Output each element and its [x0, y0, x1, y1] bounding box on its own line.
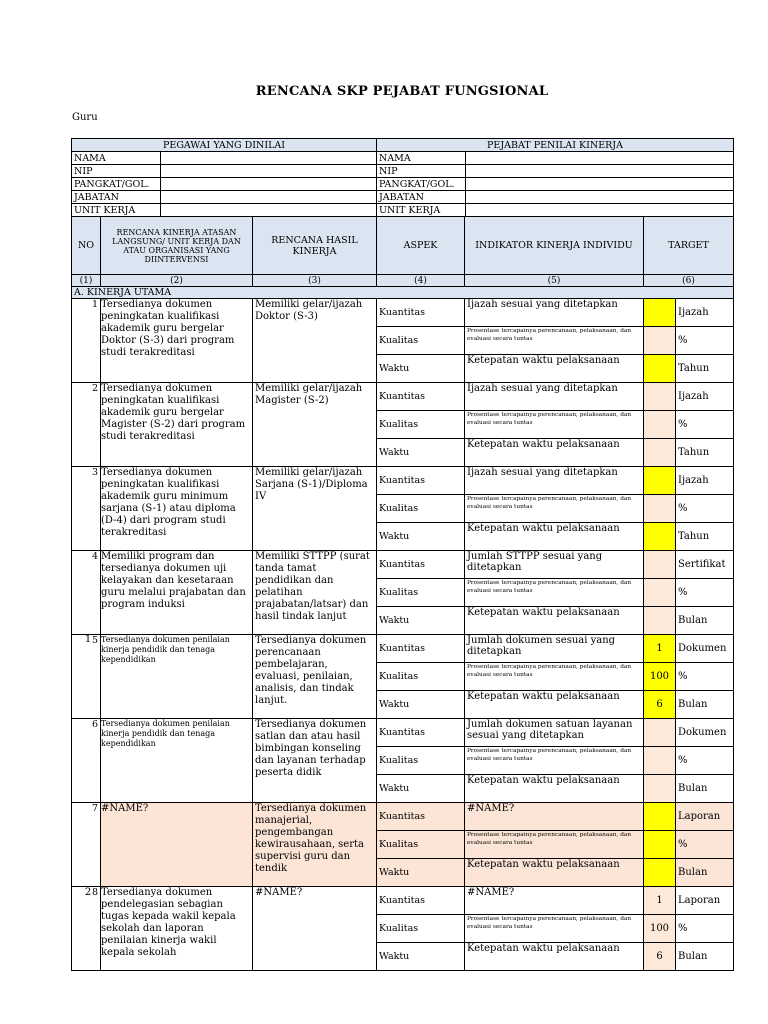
rencana-atasan-text: Tersedianya dokumen penilaian kinerja pendidik dan tenaga kependidikan [101, 635, 230, 664]
aspek-waktu: Waktu [377, 691, 465, 719]
indikator-cell: Prosentase tercapainya perencanaan, pelaksanaan, dan evaluasi secara tuntas [465, 747, 644, 775]
section-kinerja-utama: A. KINERJA UTAMA [72, 287, 734, 299]
indikator-cell: Ijazah sesuai yang ditetapkan [465, 299, 644, 327]
rencana-hasil-cell: Memiliki gelar/ijazah Sarjana (S-1)/Diploma IV [253, 467, 377, 551]
aspek-waktu: Waktu [377, 523, 465, 551]
target-unit: Dokumen [676, 719, 734, 747]
indikator-cell: Ketepatan waktu pelaksanaan [465, 691, 644, 719]
aspek-waktu: Waktu [377, 943, 465, 971]
rencana-atasan-text: #NAME? [101, 803, 149, 814]
indikator-cell: Prosentase tercapainya perencanaan, pelaksanaan, dan evaluasi secara tuntas [465, 831, 644, 859]
pejabat-penilai-header: PEJABAT PENILAI KINERJA [377, 139, 734, 152]
target-unit: Ijazah [676, 383, 734, 411]
target-value[interactable] [644, 523, 676, 551]
rencana-atasan-text: Tersedianya dokumen peningkatan kualifikasi akademik guru minimum sarjana (S-1) atau diploma (D-4) dari program studi terakreditasi [101, 467, 236, 538]
target-unit: Bulan [676, 691, 734, 719]
value-pangkat-penilai[interactable] [466, 178, 734, 191]
row-number: 4 [72, 551, 101, 635]
value-pangkat-pegawai[interactable] [161, 178, 377, 191]
indikator-cell: Ketepatan waktu pelaksanaan [465, 523, 644, 551]
target-value[interactable] [644, 383, 676, 411]
value-jabatan-pegawai[interactable] [161, 191, 377, 204]
table-row [72, 803, 734, 831]
aspek-kuantitas: Kuantitas [377, 887, 465, 915]
indikator-cell: Prosentase tercapainya perencanaan, pelaksanaan, dan evaluasi secara tuntas [465, 327, 644, 355]
target-unit: % [676, 915, 734, 943]
aspek-kualitas: Kualitas [377, 915, 465, 943]
target-unit: % [676, 327, 734, 355]
col-aspek: ASPEK [377, 217, 465, 275]
target-value[interactable] [644, 299, 676, 327]
target-value[interactable] [644, 803, 676, 831]
col-target: TARGET [644, 217, 734, 275]
aspek-kuantitas: Kuantitas [377, 551, 465, 579]
target-unit: % [676, 495, 734, 523]
target-unit: Tahun [676, 523, 734, 551]
label-unit-kerja-penilai: UNIT KERJA [377, 204, 466, 217]
rencana-atasan-text: Tersedianya dokumen peningkatan kualifikasi akademik guru bergelar Magister (S-2) dari program studi terakreditasi [101, 383, 246, 442]
aspek-kualitas: Kualitas [377, 327, 465, 355]
row-number: 2 [72, 383, 101, 467]
sub-number [75, 719, 101, 749]
rencana-atasan-cell [84, 634, 253, 719]
aspek-kuantitas: Kuantitas [377, 635, 465, 663]
target-value[interactable]: 100 [644, 663, 676, 691]
target-value[interactable]: 1 [644, 887, 676, 915]
rencana-atasan-cell [101, 551, 253, 635]
col-num-4: (4) [377, 275, 465, 287]
indikator-cell: Ijazah sesuai yang ditetapkan [465, 467, 644, 495]
value-jabatan-penilai[interactable] [466, 191, 734, 204]
target-unit: Dokumen [676, 635, 734, 663]
value-unit-kerja-pegawai[interactable] [161, 204, 377, 217]
indikator-cell: Jumlah dokumen satuan layanan sesuai yang ditetapkan [465, 719, 644, 747]
target-value[interactable] [644, 467, 676, 495]
target-unit: Ijazah [676, 299, 734, 327]
aspek-kualitas: Kualitas [377, 747, 465, 775]
rencana-atasan-text: Tersedianya dokumen peningkatan kualifikasi akademik guru bergelar Doktor (S-3) dari program studi terakreditasi [101, 299, 235, 358]
col-num-1: (1) [72, 275, 101, 287]
rencana-atasan-cell [101, 719, 253, 803]
target-unit: Tahun [676, 355, 734, 383]
label-nama: NAMA [72, 152, 161, 165]
indikator-cell: Ketepatan waktu pelaksanaan [465, 607, 644, 635]
aspek-kuantitas: Kuantitas [377, 383, 465, 411]
table-row [72, 299, 734, 327]
target-value[interactable] [644, 719, 676, 747]
target-value[interactable]: 100 [644, 915, 676, 943]
table-row [72, 887, 734, 915]
value-nama-pegawai[interactable] [161, 152, 377, 165]
rencana-hasil-cell: Memiliki STTPP (surat tanda tamat pendidikan dan pelatihan prajabatan/latsar) dan hasil tindak lanjut [253, 551, 377, 635]
target-value[interactable] [644, 859, 676, 887]
header-table [71, 138, 734, 217]
row-number: 5 [72, 635, 101, 719]
target-value[interactable] [644, 355, 676, 383]
row-number: 3 [72, 467, 101, 551]
aspek-waktu: Waktu [377, 355, 465, 383]
indikator-cell: Jumlah dokumen sesuai yang ditetapkan [465, 635, 644, 663]
aspek-kuantitas: Kuantitas [377, 803, 465, 831]
target-unit: Sertifikat [676, 551, 734, 579]
row-number: 8 [72, 887, 101, 971]
rencana-atasan-text: Tersedianya dokumen penilaian kinerja pendidik dan tenaga kependidikan [101, 719, 230, 748]
document-title: RENCANA SKP PEJABAT FUNGSIONAL [255, 84, 549, 99]
col-no: NO [72, 217, 101, 275]
value-nip-penilai[interactable] [466, 165, 734, 178]
rencana-atasan-text: Memiliki program dan tersedianya dokumen uji kelayakan dan kesetaraan guru melalui prajabatan dan program induksi [101, 551, 246, 610]
rencana-atasan-cell [101, 467, 253, 551]
rencana-hasil-cell: Tersedianya dokumen satlan dan atau hasil bimbingan konseling dan layanan terhadap peserta didik [253, 719, 377, 803]
target-unit: % [676, 579, 734, 607]
label-jabatan-penilai: JABATAN [377, 191, 466, 204]
table-row [72, 467, 734, 495]
aspek-waktu: Waktu [377, 607, 465, 635]
aspek-kualitas: Kualitas [377, 663, 465, 691]
label-nip: NIP [72, 165, 161, 178]
target-value[interactable] [644, 439, 676, 467]
indikator-cell: Ketepatan waktu pelaksanaan [465, 355, 644, 383]
target-value[interactable] [644, 775, 676, 803]
aspek-waktu: Waktu [377, 775, 465, 803]
row-number: 1 [72, 299, 101, 383]
table-row [72, 635, 734, 663]
target-unit: Tahun [676, 439, 734, 467]
aspek-kualitas: Kualitas [377, 495, 465, 523]
indikator-cell: Ijazah sesuai yang ditetapkan [465, 383, 644, 411]
target-value[interactable] [644, 551, 676, 579]
label-nip-penilai: NIP [377, 165, 466, 178]
target-unit: % [676, 411, 734, 439]
col-num-6: (6) [644, 275, 734, 287]
sub-number [75, 551, 101, 611]
label-pangkat-penilai: PANGKAT/GOL. [377, 178, 466, 191]
target-unit: Bulan [676, 775, 734, 803]
indikator-cell: Prosentase tercapainya perencanaan, pelaksanaan, dan evaluasi secara tuntas [465, 495, 644, 523]
document-subtitle: Guru [72, 112, 98, 123]
sub-number: 2 [84, 887, 92, 898]
target-value[interactable] [644, 327, 676, 355]
target-unit: Bulan [676, 943, 734, 971]
indikator-cell: Ketepatan waktu pelaksanaan [465, 943, 644, 971]
sub-number [75, 299, 101, 359]
value-nama-penilai[interactable] [466, 152, 734, 165]
target-value[interactable] [644, 607, 676, 635]
target-value[interactable] [644, 831, 676, 859]
col-rencana-hasil: RENCANA HASIL KINERJA [253, 217, 377, 275]
rencana-atasan-cell [101, 299, 253, 383]
aspek-kuantitas: Kuantitas [377, 719, 465, 747]
rencana-hasil-cell: Memiliki gelar/ijazah Doktor (S-3) [253, 299, 377, 383]
aspek-kualitas: Kualitas [377, 411, 465, 439]
rencana-hasil-cell: Tersedianya dokumen perencanaan pembelajaran, evaluasi, penilaian, analisis, dan tindak lanjut. [253, 635, 377, 719]
target-unit: % [676, 663, 734, 691]
label-nama-penilai: NAMA [377, 152, 466, 165]
value-unit-kerja-penilai[interactable] [466, 204, 734, 217]
target-value[interactable]: 6 [644, 691, 676, 719]
aspek-kualitas: Kualitas [377, 831, 465, 859]
target-value[interactable] [644, 411, 676, 439]
table-row [72, 383, 734, 411]
target-value[interactable] [644, 747, 676, 775]
sub-number [75, 803, 101, 815]
rencana-hasil-cell: Memiliki gelar/ijazah Magister (S-2) [253, 383, 377, 467]
sub-number [75, 467, 101, 539]
col-num-2: (2) [101, 275, 253, 287]
target-unit: % [676, 831, 734, 859]
label-jabatan: JABATAN [72, 191, 161, 204]
aspek-kuantitas: Kuantitas [377, 299, 465, 327]
indikator-cell: #NAME? [465, 887, 644, 915]
indikator-cell: Ketepatan waktu pelaksanaan [465, 859, 644, 887]
target-unit: Ijazah [676, 467, 734, 495]
indikator-cell: Prosentase tercapainya perencanaan, pelaksanaan, dan evaluasi secara tuntas [465, 579, 644, 607]
indikator-cell: Jumlah STTPP sesuai yang ditetapkan [465, 551, 644, 579]
table-row [72, 719, 734, 747]
indikator-cell: Prosentase tercapainya perencanaan, pelaksanaan, dan evaluasi secara tuntas [465, 915, 644, 943]
skp-table [71, 216, 734, 971]
rencana-hasil-cell: #NAME? [253, 887, 377, 971]
aspek-kualitas: Kualitas [377, 579, 465, 607]
target-unit: % [676, 747, 734, 775]
pegawai-dinilai-header: PEGAWAI YANG DINILAI [72, 139, 377, 152]
target-unit: Bulan [676, 607, 734, 635]
row-number: 6 [72, 719, 101, 803]
indikator-cell: #NAME? [465, 803, 644, 831]
rencana-atasan-text: Tersedianya dokumen pendelegasian sebagian tugas kepada wakil kepala sekolah dan laporan penilaian kinerja wakil kepala sekolah [101, 887, 236, 958]
target-value[interactable] [644, 579, 676, 607]
sub-number: 1 [84, 634, 92, 645]
rencana-atasan-cell [84, 887, 253, 971]
indikator-cell: Prosentase tercapainya perencanaan, pelaksanaan, dan evaluasi secara tuntas [465, 663, 644, 691]
target-unit: Laporan [676, 887, 734, 915]
target-unit: Laporan [676, 803, 734, 831]
rencana-atasan-cell [101, 383, 253, 467]
label-pangkat: PANGKAT/GOL. [72, 178, 161, 191]
sub-number [75, 383, 101, 443]
value-nip-pegawai[interactable] [161, 165, 377, 178]
col-indikator: INDIKATOR KINERJA INDIVIDU [465, 217, 644, 275]
aspek-kuantitas: Kuantitas [377, 467, 465, 495]
table-row [72, 551, 734, 579]
col-rencana-atasan: RENCANA KINERJA ATASAN LANGSUNG/ UNIT KERJA DAN ATAU ORGANISASI YANG DIINTERVENSI [101, 217, 253, 275]
rencana-atasan-cell [101, 803, 253, 887]
indikator-cell: Ketepatan waktu pelaksanaan [465, 775, 644, 803]
aspek-waktu: Waktu [377, 859, 465, 887]
indikator-cell: Prosentase tercapainya perencanaan, pelaksanaan, dan evaluasi secara tuntas [465, 411, 644, 439]
label-unit-kerja: UNIT KERJA [72, 204, 161, 217]
target-unit: Bulan [676, 859, 734, 887]
col-num-3: (3) [253, 275, 377, 287]
indikator-cell: Ketepatan waktu pelaksanaan [465, 439, 644, 467]
col-num-5: (5) [465, 275, 644, 287]
target-value[interactable]: 6 [644, 943, 676, 971]
target-value[interactable]: 1 [644, 635, 676, 663]
row-number: 7 [72, 803, 101, 887]
aspek-waktu: Waktu [377, 439, 465, 467]
target-value[interactable] [644, 495, 676, 523]
rencana-hasil-cell: Tersedianya dokumen manajerial, pengembangan kewirausahaan, serta supervisi guru dan tendik [253, 803, 377, 887]
